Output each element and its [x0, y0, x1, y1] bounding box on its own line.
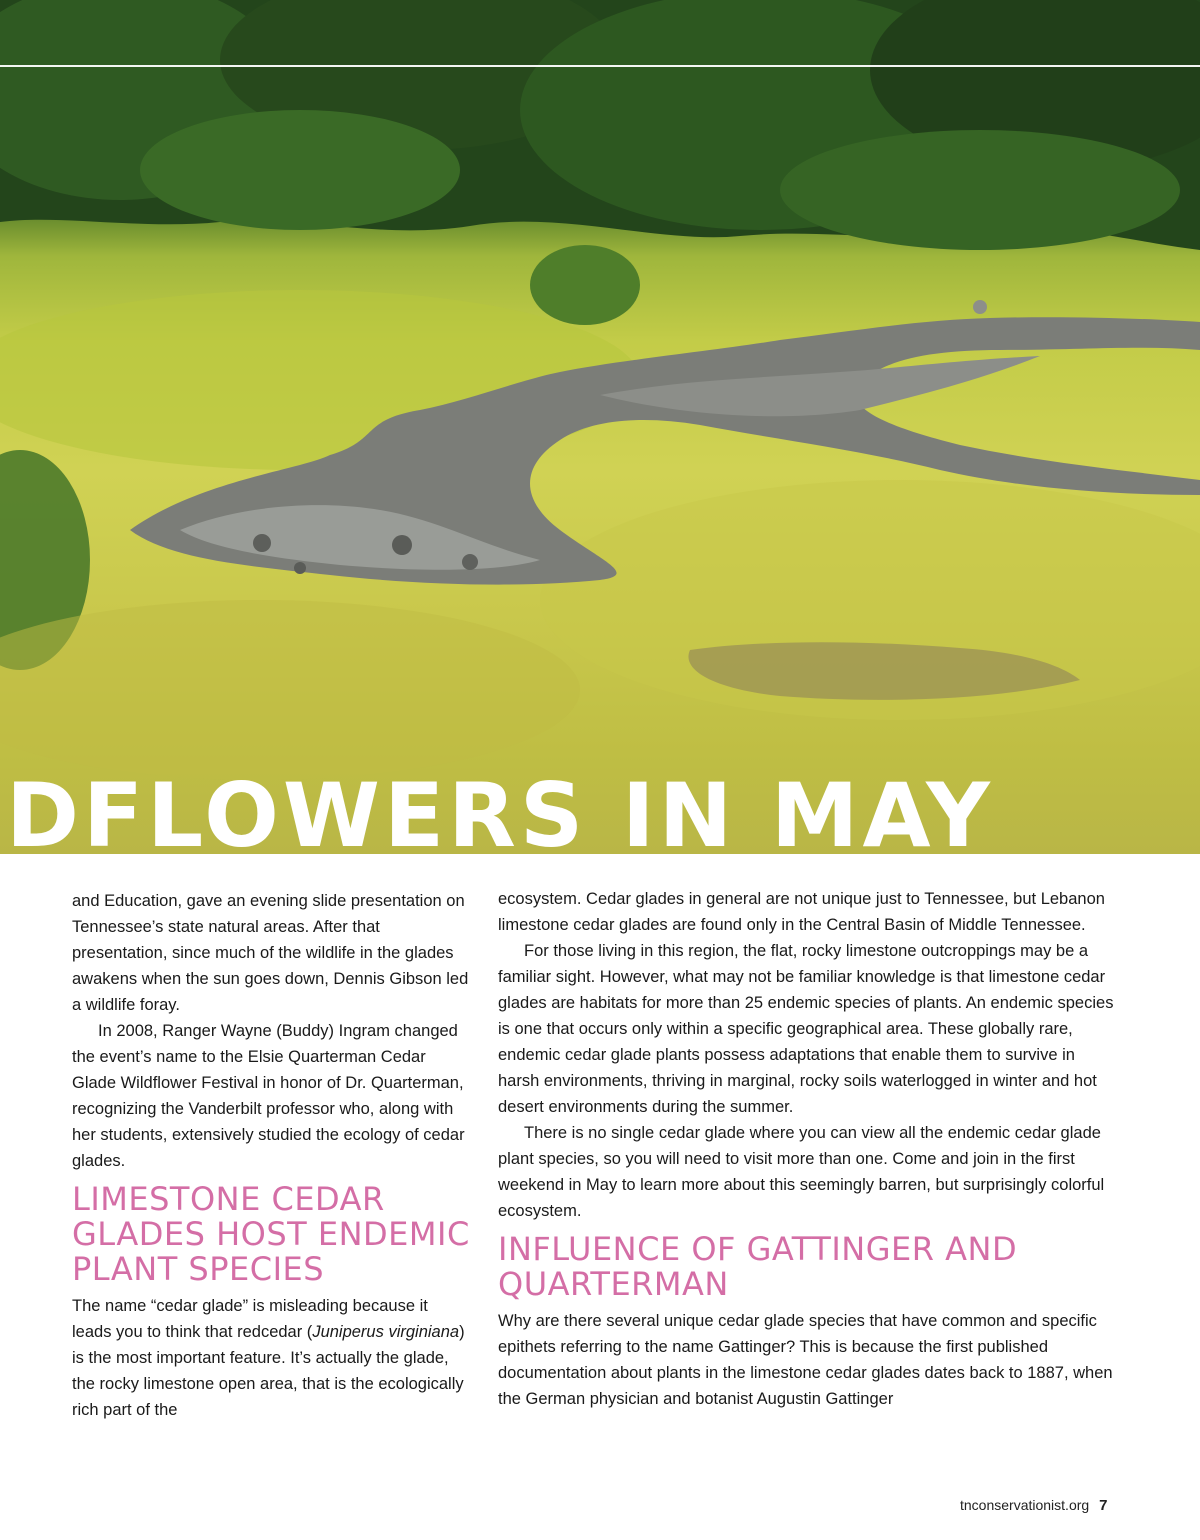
right-paragraph-2: For those living in this region, the flat, rocky limestone outcroppings may be a familiar sight. However, what may not be familiar knowledge is that limestone cedar glades are habitats for more than 25 endemic species of plants. An endemic species is one that occurs only within a specific geographical area. These globally rare, endemic cedar glade plants possess adaptations that enable them to survive in harsh environments, thriving in marginal, rocky soils waterlogged in winter and hot desert environments during the summer. [498, 942, 1114, 1116]
right-paragraph-4: Why are there several unique cedar glade species that have common and specific epithets referring to the name Gattinger? This is because the first published documentation about plants in the limestone cedar glades dates back to 1887, when the German physician and botanist Augustin Gattinger [498, 1312, 1113, 1408]
headline-text: DFLOWERS IN MAY [6, 764, 994, 854]
p3-text-a: The name “cedar glade” is misleading because it leads you to think that redcedar ( [72, 1297, 428, 1341]
page-number: 7 [1099, 1497, 1108, 1514]
right-paragraph-3: There is no single cedar glade where you can view all the endemic cedar glade plant species, so you will need to visit more than one. Come and join in the first weekend in May to learn more about this seemingly barren, but surprisingly colorful ecosystem. [498, 1124, 1105, 1220]
hero-top-rule [0, 65, 1200, 67]
hero-headline [0, 760, 1200, 854]
right-paragraph-1: ecosystem. Cedar glades in general are not unique just to Tennessee, but Lebanon limestone cedar glades are found only in the Central Basin of Middle Tennessee. [498, 890, 1105, 934]
left-paragraph-1: and Education, gave an evening slide presentation on Tennessee’s state natural areas. After that presentation, since much of the wildlife in the glades awakens when the sun goes down, Dennis Gibson led a wildlife foray. [72, 892, 469, 1014]
p3-text-b: ) is the most important feature. It’s actually the glade, the rocky limestone open area, that is the ecologically rich part of the [72, 1323, 465, 1419]
footer-site-url: tnconservationist.org [960, 1497, 1090, 1513]
subheading-gattinger-quarterman: INFLUENCE OF GATTINGER AND QUARTERMAN [498, 1230, 1018, 1303]
right-column [498, 886, 1114, 1412]
left-paragraph-2: In 2008, Ranger Wayne (Buddy) Ingram changed the event’s name to the Elsie Quarterman Cedar Glade Wildflower Festival in honor of Dr. Quarterman, recognizing the Vanderbilt professor who, along with her students, extensively studied the ecology of cedar glades. [72, 1022, 465, 1170]
subheading-limestone-cedar-glades: LIMESTONE CEDAR GLADES HOST ENDEMIC PLANT SPECIES [72, 1180, 470, 1288]
left-paragraph-3 [72, 1293, 470, 1423]
species-name: Juniperus virginiana [312, 1323, 460, 1341]
page-footer [960, 1497, 1107, 1514]
left-column [72, 888, 470, 1423]
